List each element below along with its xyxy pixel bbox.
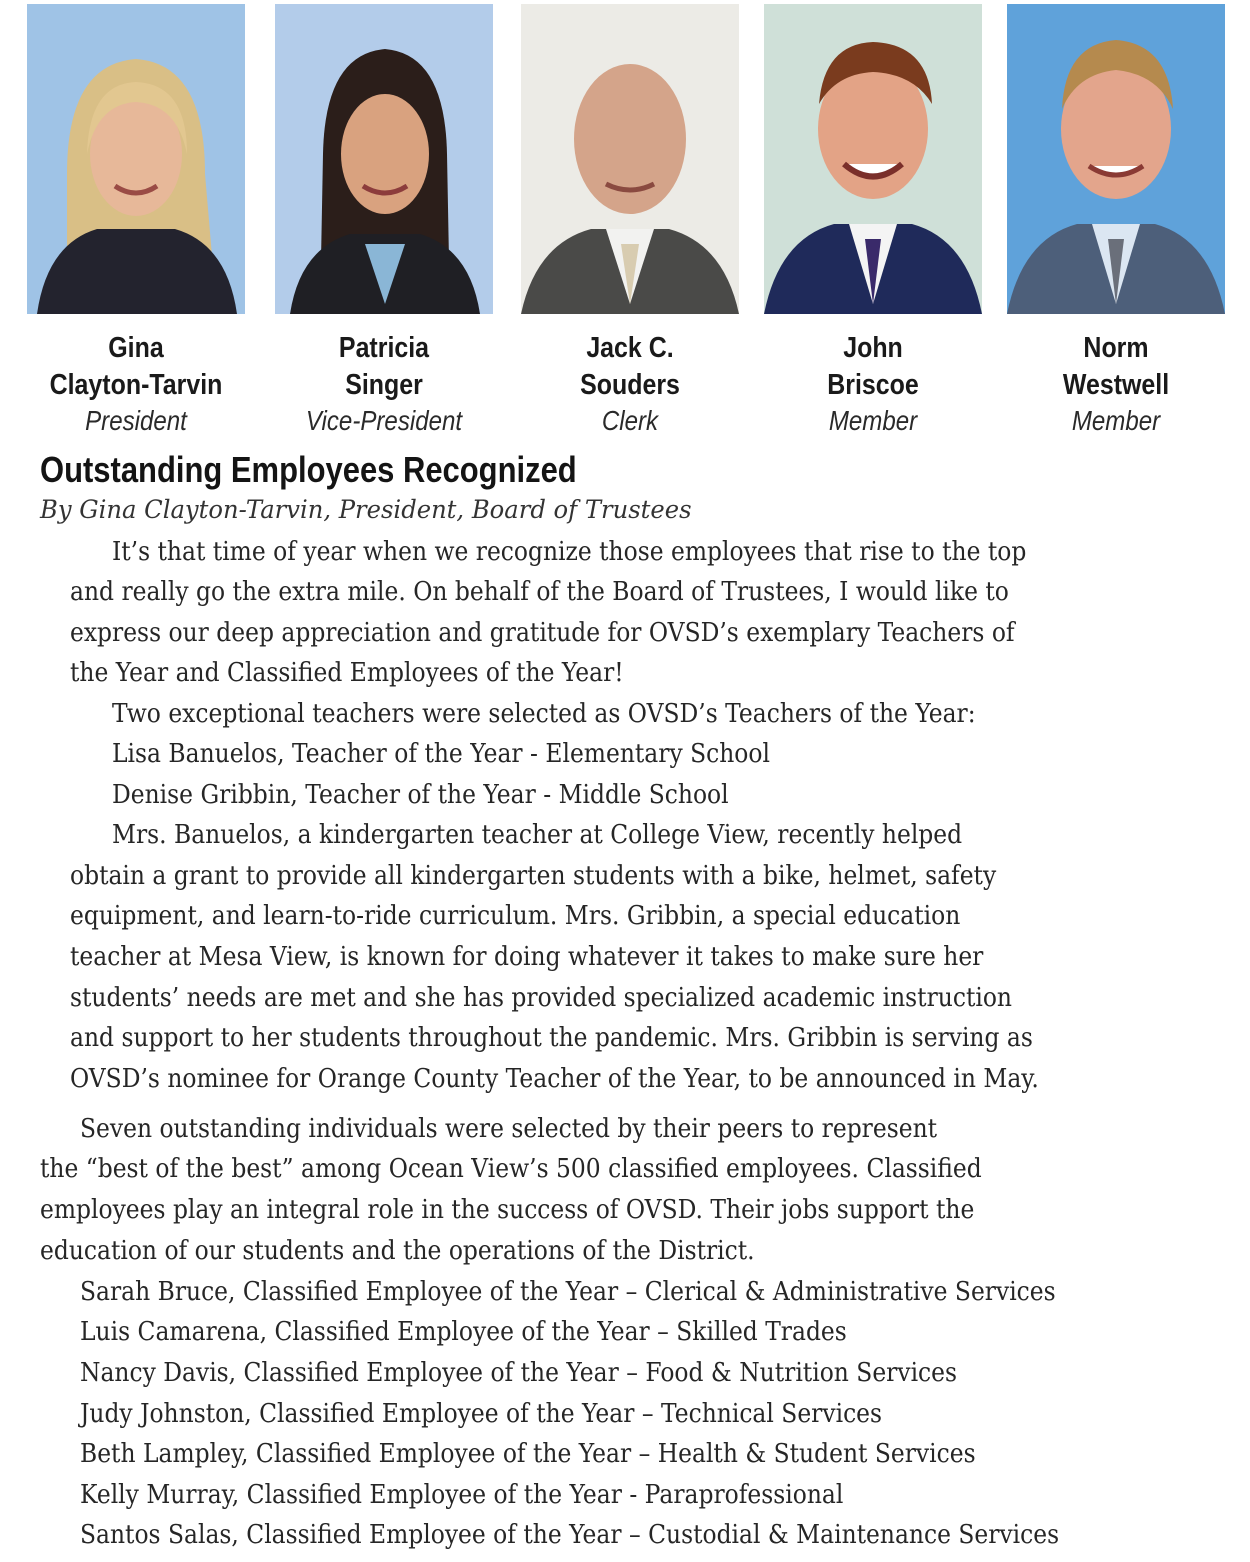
portrait-photo <box>764 4 982 314</box>
classified-employee-item: Beth Lampley, Classified Employee of the Year – Health & Student Services <box>80 1439 976 1469</box>
paragraph-line: the Year and Classified Employees of the Year! <box>70 658 624 688</box>
board-member-westwell <box>1007 4 1225 437</box>
paragraph-line: OVSD’s nominee for Orange County Teacher of the Year, to be announced in May. <box>70 1064 1039 1094</box>
member-name-line1: Jack C. <box>586 332 674 364</box>
board-members <box>0 0 1250 440</box>
paragraph-line: obtain a grant to provide all kindergarten students with a bike, helmet, safety <box>70 861 997 891</box>
teachers-intro: Two exceptional teachers were selected as OVSD’s Teachers of the Year: <box>112 699 976 729</box>
classified-employee-item: Judy Johnston, Classified Employee of the Year – Technical Services <box>80 1399 883 1429</box>
paragraph-line: It’s that time of year when we recognize those employees that rise to the top <box>112 537 1027 567</box>
article-byline: By Gina Clayton-Tarvin, President, Board of Trustees <box>40 495 692 524</box>
paragraph-line: education of our students and the operations of the District. <box>40 1236 755 1266</box>
paragraph-line: students’ needs are met and she has provided specialized academic instruction <box>70 983 1013 1013</box>
board-member-briscoe <box>764 4 982 437</box>
teacher-item: Denise Gribbin, Teacher of the Year - Middle School <box>112 780 729 810</box>
member-name-line1: Gina <box>108 332 164 364</box>
classified-employee-item: Nancy Davis, Classified Employee of the Year – Food & Nutrition Services <box>80 1358 958 1388</box>
classified-employee-item: Sarah Bruce, Classified Employee of the Year – Clerical & Administrative Services <box>80 1277 1056 1307</box>
member-name-line1: Norm <box>1083 332 1149 364</box>
paragraph-line: Mrs. Banuelos, a kindergarten teacher at College View, recently helped <box>112 820 963 850</box>
member-name-line2: Briscoe <box>827 369 919 401</box>
portrait-photo <box>521 4 739 314</box>
portrait-photo <box>1007 4 1225 314</box>
paragraph-line: express our deep appreciation and gratitude for OVSD’s exemplary Teachers of <box>70 618 1015 648</box>
member-role: Vice-President <box>305 405 463 436</box>
member-name-line2: Souders <box>580 369 680 401</box>
teacher-item: Lisa Banuelos, Teacher of the Year - Elementary School <box>112 739 770 769</box>
portrait-photo <box>27 4 245 314</box>
paragraph-line: and support to her students throughout the pandemic. Mrs. Gribbin is serving as <box>70 1023 1033 1053</box>
board-member-souders <box>521 4 739 437</box>
member-name-line1: John <box>843 332 903 364</box>
member-role: Clerk <box>601 405 659 436</box>
paragraph-line: and really go the extra mile. On behalf of the Board of Trustees, I would like to <box>70 577 1009 607</box>
member-name-line2: Clayton-Tarvin <box>49 369 223 401</box>
classified-employee-item: Kelly Murray, Classified Employee of the Year - Paraprofessional <box>80 1480 844 1510</box>
member-name-line2: Singer <box>345 369 423 401</box>
paragraph-line: teacher at Mesa View, is known for doing whatever it takes to make sure her <box>70 942 984 972</box>
member-role: Member <box>1071 405 1161 436</box>
article-title: Outstanding Employees Recognized <box>40 449 577 490</box>
paragraph-line: Seven outstanding individuals were selected by their peers to represent <box>80 1114 938 1144</box>
paragraph-line: employees play an integral role in the success of OVSD. Their jobs support the <box>40 1195 975 1225</box>
classified-employee-item: Santos Salas, Classified Employee of the Year – Custodial & Maintenance Services <box>80 1520 1060 1550</box>
paragraph-line: the “best of the best” among Ocean View’s 500 classified employees. Classified <box>40 1154 982 1184</box>
member-role: Member <box>828 405 918 436</box>
member-name-line1: Patricia <box>338 332 430 364</box>
board-member-singer <box>275 4 493 437</box>
classified-employee-item: Luis Camarena, Classified Employee of the Year – Skilled Trades <box>80 1317 847 1347</box>
paragraph-line: equipment, and learn-to-ride curriculum. Mrs. Gribbin, a special education <box>70 901 961 931</box>
member-role: President <box>85 405 187 436</box>
portrait-photo <box>275 4 493 314</box>
board-member-clayton-tarvin <box>27 4 245 437</box>
member-name-line2: Westwell <box>1062 369 1170 401</box>
